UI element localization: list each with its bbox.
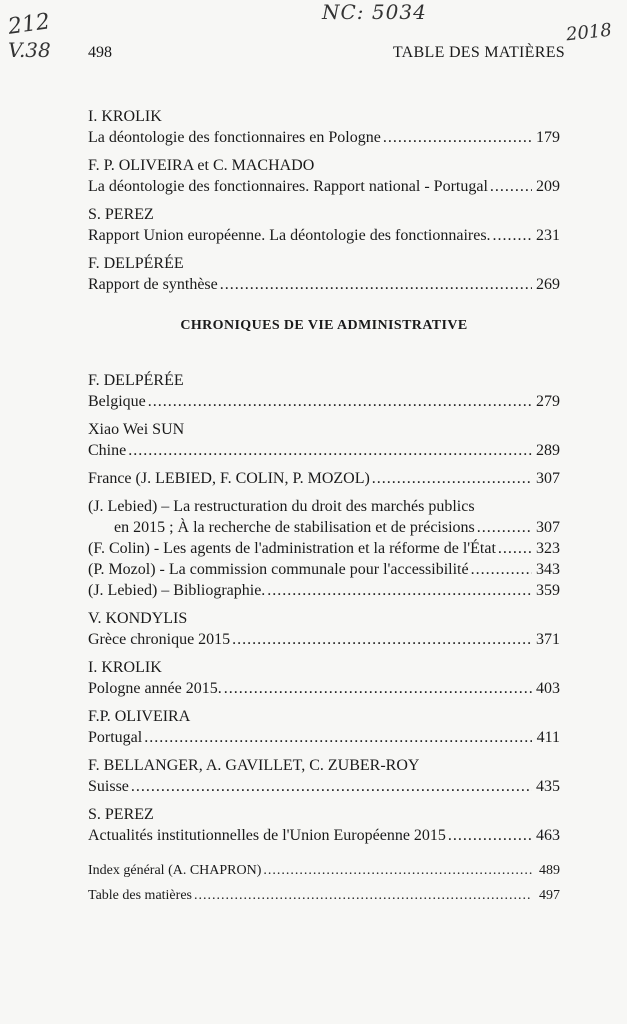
toc-line xyxy=(88,225,560,246)
toc-block-index xyxy=(88,860,560,906)
toc-page: 289 xyxy=(536,442,560,459)
toc-block-chronicles xyxy=(88,370,560,846)
toc-line xyxy=(88,776,560,797)
toc-title: Table des matières xyxy=(88,888,192,903)
toc-title: (J. Lebied) – Bibliographie. xyxy=(88,582,266,599)
toc-author: F. DELPÉRÉE xyxy=(88,255,184,272)
toc-entry xyxy=(88,468,560,489)
toc-entry xyxy=(88,253,560,295)
toc-author: V. KONDYLIS xyxy=(88,610,188,627)
toc-author: I. KROLIK xyxy=(88,659,162,676)
toc-line xyxy=(88,127,560,148)
toc-title: Grèce chronique 2015 xyxy=(88,631,231,648)
toc-line xyxy=(88,391,560,412)
toc-entry xyxy=(88,559,560,580)
toc-line xyxy=(88,885,560,906)
toc-line xyxy=(88,176,560,197)
toc-line xyxy=(88,825,560,846)
toc-entry xyxy=(88,204,560,246)
toc-author: S. PEREZ xyxy=(88,806,154,823)
toc-line xyxy=(88,468,560,489)
toc-entry xyxy=(88,106,560,148)
toc-title: Belgique xyxy=(88,393,146,410)
handwritten-note: NC: 5034 xyxy=(322,0,427,24)
toc-page: 497 xyxy=(539,888,560,903)
toc-entry xyxy=(88,804,560,846)
toc-title: Suisse xyxy=(88,778,129,795)
toc-page: 435 xyxy=(536,778,560,795)
toc-author: Xiao Wei SUN xyxy=(88,421,185,438)
page-number: 498 xyxy=(88,44,112,61)
toc-page: 343 xyxy=(536,561,560,578)
toc-subentry-first-line: (J. Lebied) – La restructuration du droit des marchés publics xyxy=(88,498,475,515)
section-heading: CHRONIQUES DE VIE ADMINISTRATIVE xyxy=(180,318,468,333)
toc-author: F. P. OLIVEIRA et C. MACHADO xyxy=(88,157,315,174)
toc-page: 489 xyxy=(539,863,560,878)
toc-title: Rapport de synthèse xyxy=(88,276,218,293)
toc-title: Actualités institutionnelles de l'Union Européenne 2015 xyxy=(88,827,446,844)
toc-title: France (J. LEBIED, F. COLIN, P. MOZOL) xyxy=(88,470,370,487)
toc-title: La déontologie des fonctionnaires en Pologne xyxy=(88,129,381,146)
toc-page: 371 xyxy=(536,631,560,648)
toc-line xyxy=(88,727,560,748)
toc-line xyxy=(88,860,560,881)
toc-entry xyxy=(88,706,560,748)
toc-page: 359 xyxy=(536,582,560,599)
toc-page: 231 xyxy=(536,227,560,244)
toc-line xyxy=(88,559,560,580)
toc-page: 411 xyxy=(536,729,560,746)
toc-title: Pologne année 2015. xyxy=(88,680,222,697)
toc-title: en 2015 ; À la recherche de stabilisation et de précisions xyxy=(114,519,475,536)
toc-line xyxy=(88,629,560,650)
toc-title: La déontologie des fonctionnaires. Rapport national - Portugal xyxy=(88,178,488,195)
toc-line xyxy=(88,440,560,461)
toc-author: F. DELPÉRÉE xyxy=(88,372,184,389)
toc-page: 209 xyxy=(536,178,560,195)
toc-entry xyxy=(88,860,560,881)
toc-title: (P. Mozol) - La commission communale pour l'accessibilité xyxy=(88,561,469,578)
toc-entry xyxy=(88,755,560,797)
toc-page: 179 xyxy=(536,129,560,146)
toc-line xyxy=(88,580,560,601)
toc-entry xyxy=(88,608,560,650)
toc-page: 279 xyxy=(536,393,560,410)
toc-page: 269 xyxy=(536,276,560,293)
toc-page: 463 xyxy=(536,827,560,844)
toc-entry xyxy=(88,538,560,559)
toc-line xyxy=(88,678,560,699)
toc-entry xyxy=(88,155,560,197)
toc-author: S. PEREZ xyxy=(88,206,154,223)
toc-title: Chine xyxy=(88,442,127,459)
toc-entry xyxy=(88,370,560,412)
toc-title: (F. Colin) - Les agents de l'administration et la réforme de l'État xyxy=(88,540,496,557)
running-title: TABLE DES MATIÈRES xyxy=(392,44,565,61)
toc-block-reports xyxy=(88,106,560,295)
toc-line xyxy=(88,274,560,295)
toc-entry xyxy=(88,885,560,906)
handwritten-note: 212 xyxy=(6,9,52,40)
toc-entry xyxy=(88,580,560,601)
toc-entry xyxy=(88,496,560,538)
toc-title: Rapport Union européenne. La déontologie des fonctionnaires. xyxy=(88,227,491,244)
toc-author: F.P. OLIVEIRA xyxy=(88,708,191,725)
toc-author: I. KROLIK xyxy=(88,108,162,125)
toc-page: 307 xyxy=(536,519,560,536)
toc-line xyxy=(88,538,560,559)
handwritten-note: V.38 xyxy=(8,38,51,62)
toc-title: Index général (A. CHAPRON) xyxy=(88,863,262,878)
toc-entry xyxy=(88,657,560,699)
toc-page: 323 xyxy=(536,540,560,557)
toc-author: F. BELLANGER, A. GAVILLET, C. ZUBER-ROY xyxy=(88,757,420,774)
toc-entry xyxy=(88,419,560,461)
toc-title: Portugal xyxy=(88,729,143,746)
handwritten-note: 2018 xyxy=(565,19,613,46)
toc-page: 307 xyxy=(536,470,560,487)
toc-line xyxy=(88,517,560,538)
toc-page: 403 xyxy=(536,680,560,697)
